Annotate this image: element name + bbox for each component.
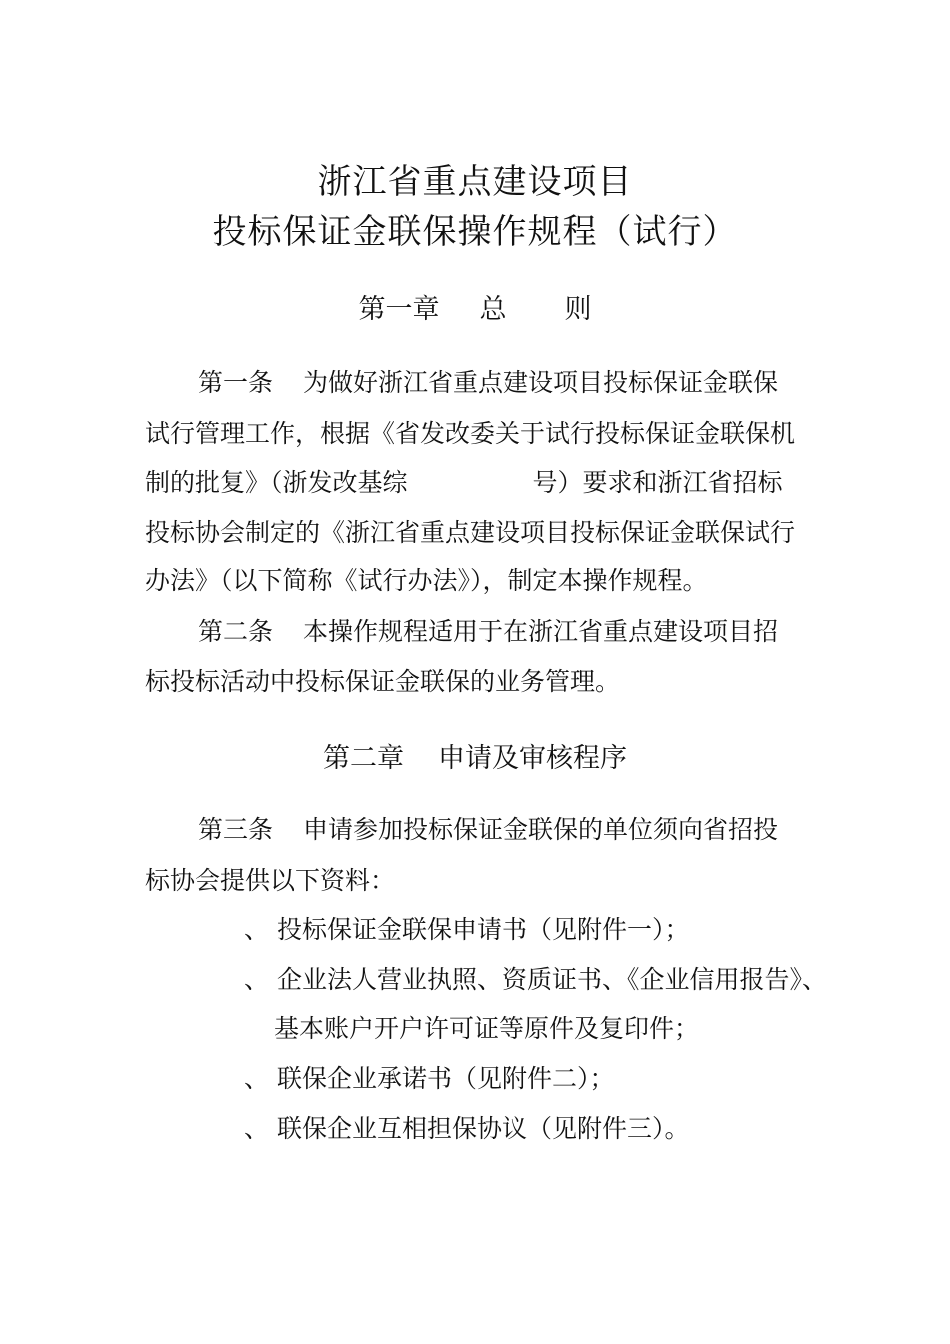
- chapter-2-number: 第二章: [323, 743, 404, 774]
- article-1-line-3b: 号）要求和浙江省招标: [532, 468, 783, 497]
- article-1-first-line: [198, 368, 778, 398]
- list-item: 、 联保企业承诺书（见附件二）；: [244, 1064, 615, 1093]
- chapter-1-heading: [0, 287, 950, 326]
- article-1-line-3a: 制的批复》（浙发改基综: [145, 468, 408, 497]
- article-1-line-3: [145, 468, 783, 498]
- article-2-label: 第二条: [198, 617, 274, 646]
- article-1-label: 第一条: [198, 368, 274, 397]
- chapter-1-number: 第一章: [358, 294, 440, 325]
- article-3-first-line: [198, 815, 778, 845]
- article-1-line-2: 试行管理工作，根据《省发改委关于试行投标保证金联保机: [145, 419, 796, 448]
- article-1-line-5: 办法》（以下简称《试行办法》），制定本操作规程。: [145, 566, 708, 595]
- list-item: 、 投标保证金联保申请书（见附件一）；: [244, 915, 690, 944]
- article-3-line-2: 标协会提供以下资料：: [145, 866, 396, 895]
- article-3-label: 第三条: [198, 815, 274, 844]
- article-2-line-1: 本操作规程适用于在浙江省重点建设项目招: [303, 617, 779, 646]
- chapter-1-title-a: 总: [479, 294, 507, 325]
- document-title-line-2: 投标保证金联保操作规程（试行）: [212, 212, 738, 252]
- document-title-line-1: 浙江省重点建设项目: [317, 162, 633, 202]
- list-item: 、 联保企业互相担保协议（见附件三）。: [244, 1114, 690, 1143]
- article-1-line-4: 投标协会制定的《浙江省重点建设项目投标保证金联保试行: [145, 518, 796, 547]
- chapter-1-title-b: 则: [564, 294, 592, 325]
- article-1-line-1: 为做好浙江省重点建设项目投标保证金联保: [303, 368, 779, 397]
- article-2-line-2: 标投标活动中投标保证金联保的业务管理。: [145, 667, 621, 696]
- chapter-2-title: 申请及审核程序: [438, 743, 627, 774]
- article-3-line-1: 申请参加投标保证金联保的单位须向省招投: [303, 815, 779, 844]
- list-item-continuation: 基本账户开户许可证等原件及复印件；: [274, 1014, 700, 1043]
- list-item: 、 企业法人营业执照、资质证书、《企业信用报告》、: [244, 965, 827, 994]
- chapter-2-heading: [0, 736, 950, 775]
- article-2-first-line: [198, 617, 778, 647]
